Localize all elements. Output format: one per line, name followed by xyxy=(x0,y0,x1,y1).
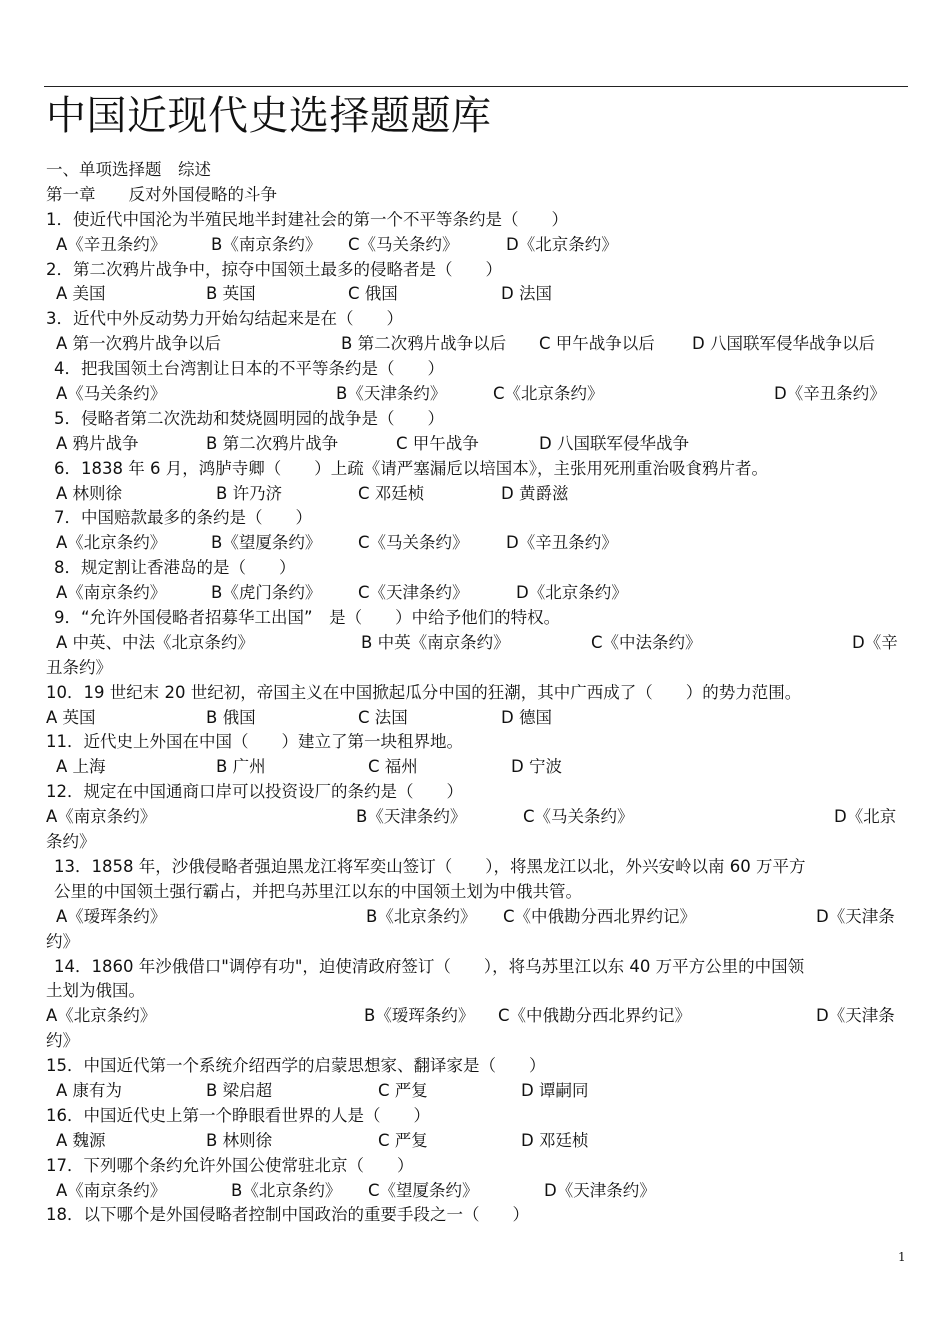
answer-option: B 许乃济 xyxy=(216,483,283,503)
answer-option: D 八国联军侵华战争 xyxy=(539,433,689,453)
answer-options xyxy=(46,282,908,307)
answer-options xyxy=(46,706,908,731)
answer-options xyxy=(46,1129,908,1154)
question-text: 4．把我国领土台湾割让日本的不平等条约是（ ） xyxy=(54,359,444,379)
question-text: 土划为俄国。 xyxy=(46,981,145,1001)
answer-options xyxy=(46,531,908,556)
answer-option: B《南京条约》 xyxy=(211,234,322,254)
answer-option: C 俄国 xyxy=(348,284,398,304)
page-number: 1 xyxy=(898,1250,906,1264)
answer-option: A 鸦片战争 xyxy=(56,433,139,453)
answer-option: C《中法条约》 xyxy=(591,632,702,652)
question-text: 11．近代史上外国在中国（ ）建立了第一块租界地。 xyxy=(46,732,463,752)
question-text: 约》 xyxy=(46,931,79,951)
answer-option: A 中英、中法《北京条约》 xyxy=(56,632,255,652)
answer-option: B 第二次鸦片战争 xyxy=(206,433,339,453)
question-text: 约》 xyxy=(46,1031,79,1051)
answer-option: B 俄国 xyxy=(206,707,256,727)
question-text: 丑条约》 xyxy=(46,657,112,677)
answer-option: B《北京条约》 xyxy=(366,906,477,926)
question-text: 16．中国近代史上第一个睁眼看世界的人是（ ） xyxy=(46,1105,430,1125)
answer-option: C《马关条约》 xyxy=(523,807,634,827)
question-text: 5．侵略者第二次洗劫和焚烧圆明园的战争是（ ） xyxy=(54,408,444,428)
question-text: 9．“允许外国侵略者招募华工出国” 是（ ）中给予他们的特权。 xyxy=(54,608,561,628)
answer-option: D 法国 xyxy=(501,284,552,304)
answer-option: B《虎门条约》 xyxy=(211,583,322,603)
answer-options xyxy=(46,432,908,457)
answer-options xyxy=(46,755,908,780)
answer-option: A 美国 xyxy=(56,284,106,304)
answer-option: D《辛丑条约》 xyxy=(774,384,886,404)
question-text: 17．下列哪个条约允许外国公使常驻北京（ ） xyxy=(46,1155,414,1175)
answer-option: A《南京条约》 xyxy=(56,583,167,603)
answer-option: D《天津条 xyxy=(816,1006,895,1026)
answer-option: A《辛丑条约》 xyxy=(56,234,167,254)
answer-option: D《北京 xyxy=(834,807,897,827)
question-text: 7．中国赔款最多的条约是（ ） xyxy=(54,508,312,528)
question-body xyxy=(46,158,908,1228)
answer-options xyxy=(46,382,908,407)
answer-option: C《北京条约》 xyxy=(493,384,604,404)
answer-option: B《瑷珲条约》 xyxy=(364,1006,475,1026)
question-text: 13．1858 年，沙俄侵略者强迫黑龙江将军奕山签订（ ），将黑龙江以北，外兴安岭以南 60 万平方 xyxy=(54,856,806,876)
section-heading: 一、单项选择题 综述 xyxy=(46,160,211,179)
answer-options xyxy=(46,631,908,656)
question-text: 14．1860 年沙俄借口"调停有功"，迫使清政府签订（ ），将乌苏里江以东 40 万平方公里的中国领 xyxy=(54,956,805,976)
answer-option: D《北京条约》 xyxy=(516,583,628,603)
question-text: 15．中国近代第一个系统介绍西学的启蒙思想家、翻译家是（ ） xyxy=(46,1056,546,1076)
answer-option: B《天津条约》 xyxy=(336,384,447,404)
answer-option: B《天津条约》 xyxy=(356,807,467,827)
answer-option: C 严复 xyxy=(378,1130,428,1150)
answer-option: A 康有为 xyxy=(56,1080,123,1100)
answer-option: D《天津条约》 xyxy=(544,1180,656,1200)
question-text: 8．规定割让香港岛的是（ ） xyxy=(54,558,296,578)
answer-options xyxy=(46,332,908,357)
answer-option: A 林则徐 xyxy=(56,483,123,503)
answer-option: D《辛丑条约》 xyxy=(506,533,618,553)
question-text: 2．第二次鸦片战争中，掠夺中国领土最多的侵略者是（ ） xyxy=(46,259,502,279)
answer-options xyxy=(46,1004,908,1029)
answer-option: A《马关条约》 xyxy=(56,384,167,404)
answer-options xyxy=(46,905,908,930)
answer-option: C 法国 xyxy=(358,707,408,727)
answer-option: C 邓廷桢 xyxy=(358,483,425,503)
answer-option: C《天津条约》 xyxy=(358,583,469,603)
answer-options xyxy=(46,581,908,606)
answer-option: C 甲午战争 xyxy=(396,433,479,453)
answer-option: C《中俄勘分西北界约记》 xyxy=(503,906,697,926)
answer-option: C《马关条约》 xyxy=(358,533,469,553)
answer-option: B 林则徐 xyxy=(206,1130,273,1150)
answer-option: C《望厦条约》 xyxy=(368,1180,479,1200)
question-text: 公里的中国领土强行霸占，并把乌苏里江以东的中国领土划为中俄共管。 xyxy=(54,881,582,901)
answer-options xyxy=(46,1179,908,1204)
answer-options xyxy=(46,1079,908,1104)
question-text: 6．1838 年 6 月，鸿胪寺卿（ ）上疏《请严塞漏卮以培国本》，主张用死刑重治吸食鸦片者。 xyxy=(54,458,768,478)
answer-option: B《北京条约》 xyxy=(231,1180,342,1200)
answer-option: D《天津条 xyxy=(816,906,895,926)
answer-option: C 严复 xyxy=(378,1080,428,1100)
question-text: 18．以下哪个是外国侵略者控制中国政治的重要手段之一（ ） xyxy=(46,1205,529,1225)
question-text: 10．19 世纪末 20 世纪初，帝国主义在中国掀起瓜分中国的狂潮，其中广西成了（ ）的势力范围。 xyxy=(46,682,802,702)
answer-options xyxy=(46,805,908,830)
answer-option: A《南京条约》 xyxy=(56,1180,167,1200)
answer-option: A 英国 xyxy=(46,707,96,727)
answer-option: C 甲午战争以后 xyxy=(539,334,655,354)
answer-option: D 德国 xyxy=(501,707,552,727)
answer-option: D 八国联军侵华战争以后 xyxy=(692,334,875,354)
answer-option: A《南京条约》 xyxy=(46,807,157,827)
question-lines xyxy=(46,208,908,1229)
page-title: 中国近现代史选择题题库 xyxy=(46,93,492,139)
answer-option: D 宁波 xyxy=(511,757,562,777)
answer-option: A 第一次鸦片战争以后 xyxy=(56,334,222,354)
question-text: 1．使近代中国沦为半殖民地半封建社会的第一个不平等条约是（ ） xyxy=(46,209,568,229)
answer-option: D《辛 xyxy=(852,632,898,652)
answer-option: D 黄爵滋 xyxy=(501,483,569,503)
question-text: 3．近代中外反动势力开始勾结起来是在（ ） xyxy=(46,309,403,329)
answer-option: D 邓廷桢 xyxy=(521,1130,589,1150)
answer-option: A 上海 xyxy=(56,757,106,777)
answer-option: C 福州 xyxy=(368,757,418,777)
answer-options xyxy=(46,482,908,507)
answer-option: A 魏源 xyxy=(56,1130,106,1150)
answer-option: B 梁启超 xyxy=(206,1080,273,1100)
answer-option: B 第二次鸦片战争以后 xyxy=(341,334,507,354)
answer-option: B 广州 xyxy=(216,757,266,777)
question-text: 12．规定在中国通商口岸可以投资设厂的条约是（ ） xyxy=(46,782,463,802)
answer-option: A《北京条约》 xyxy=(56,533,167,553)
answer-option: B《望厦条约》 xyxy=(211,533,322,553)
answer-option: B 中英《南京条约》 xyxy=(361,632,510,652)
answer-option: A《瑷珲条约》 xyxy=(56,906,167,926)
chapter-heading: 第一章 反对外国侵略的斗争 xyxy=(46,184,277,204)
answer-option: A《北京条约》 xyxy=(46,1006,157,1026)
answer-option: D《北京条约》 xyxy=(506,234,618,254)
answer-option: C《中俄勘分西北界约记》 xyxy=(498,1006,692,1026)
answer-options xyxy=(46,233,908,258)
question-text: 条约》 xyxy=(46,832,96,852)
answer-option: C《马关条约》 xyxy=(348,234,459,254)
answer-option: D 谭嗣同 xyxy=(521,1080,589,1100)
answer-option: B 英国 xyxy=(206,284,256,304)
